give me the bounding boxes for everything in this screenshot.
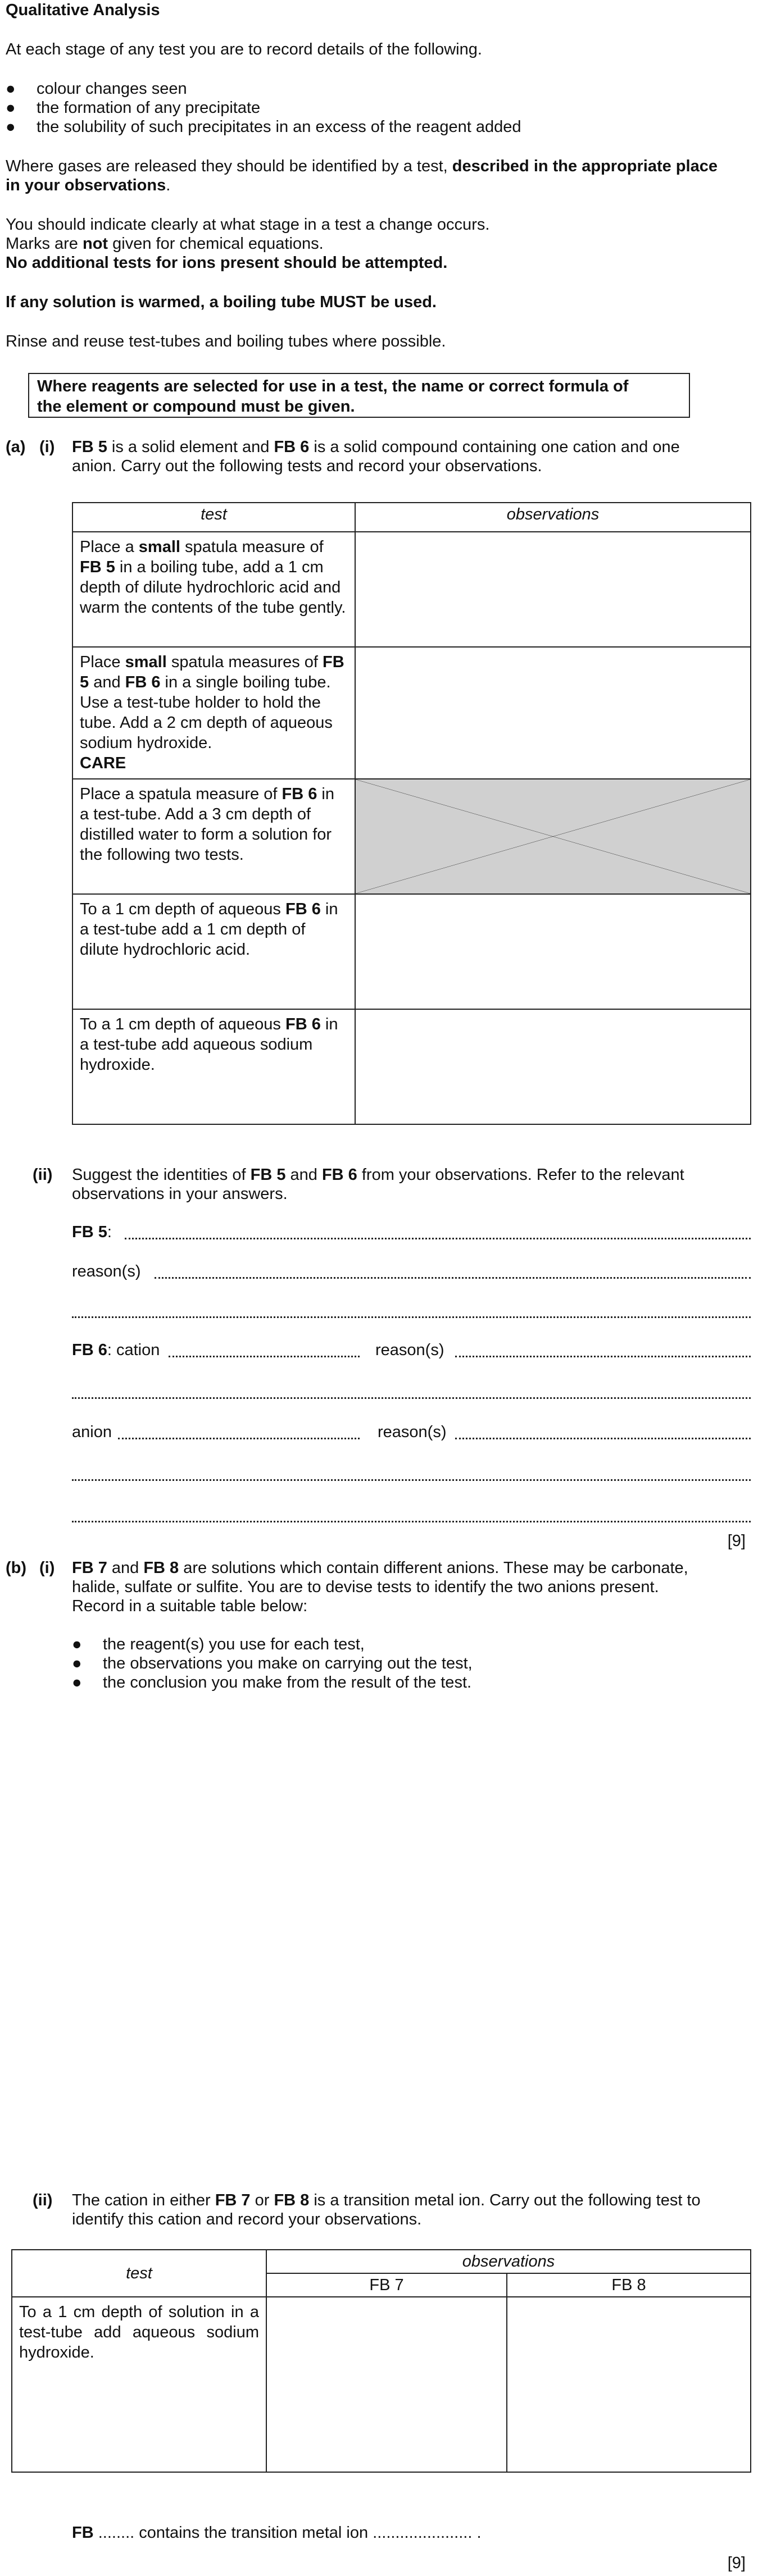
col-observations-header: observations [355,503,751,532]
intro-text: At each stage of any test you are to record details of the following. [6,40,482,58]
bullet-item: ● the formation of any precipitate [6,99,261,117]
fb6-cation-reasons-line-2[interactable] [72,1397,751,1399]
part-a-ii-question-cont: observations in your answers. [72,1185,288,1203]
part-b-ii-question: The cation in either FB 7 or FB 8 is a transition metal ion. Carry out the following test to [72,2191,701,2209]
fb5-answer-line[interactable] [125,1238,751,1239]
observations-table-b [11,2249,751,2473]
bullet-item: ● the solubility of such precipitates in an excess of the reagent added [6,118,521,136]
cross-lines [356,779,750,893]
fb5-reasons-label: reason(s) [72,1262,141,1280]
stage-instruction: You should indicate clearly at what stage in a test a change occurs. [6,216,490,234]
observations-table-a [72,502,751,1125]
col-observations-header: observations [266,2250,751,2273]
warm-instruction: If any solution is warmed, a boiling tube MUST be used. [6,293,437,311]
part-b-ii-question-cont: identify this cation and record your observations. [72,2210,422,2228]
test-cell: Place small spatula measures of FB 5 and FB 6 in a single boiling tube. Use a test-tube holder to hold the tube. Add a 2 cm depth of aqueous sodium hydroxide. CARE [72,647,355,779]
part-b-record-instruction: Record in a suitable table below: [72,1597,308,1615]
fb5-label: FB 5: [72,1223,112,1241]
fb5-reasons-line[interactable] [155,1277,751,1279]
page-heading: Qualitative Analysis [6,1,160,19]
fb6-cation-reasons-line[interactable] [455,1356,751,1357]
bullet-icon: ● [6,118,16,136]
part-b-intro-cont: halide, sulfate or sulfite. You are to devise tests to identify the two anions present. [72,1578,659,1596]
bullet-item: ● the conclusion you make from the result of the test. [72,1674,472,1692]
bullet-icon: ● [72,1635,82,1653]
test-cell: To a 1 cm depth of aqueous FB 6 in a test-tube add a 1 cm depth of dilute hydrochloric acid. [72,894,355,1009]
test-cell: To a 1 cm depth of aqueous FB 6 in a test-tube add aqueous sodium hydroxide. [72,1009,355,1124]
part-a-ii-label: (ii) [33,1166,53,1184]
bullet-icon: ● [6,99,16,117]
col-fb7-header: FB 7 [266,2273,507,2297]
marks-instruction: Marks are not given for chemical equations. [6,235,324,253]
reagent-note-box: Where reagents are selected for use in a test, the name or correct formula of the element or compound must be given. [28,373,690,418]
bullet-icon: ● [72,1654,82,1672]
part-b-label: (b) [6,1559,27,1577]
bullet-item: ● the reagent(s) you use for each test, [72,1635,365,1653]
bullet-item: ● the observations you make on carrying out the test, [72,1654,473,1672]
table-row [72,532,751,647]
col-test-header: test [12,2250,266,2297]
part-a-ii-question: Suggest the identities of FB 5 and FB 6 from your observations. Refer to the relevant [72,1166,684,1184]
observation-answer-cell[interactable] [355,532,751,647]
fb6-cation-answer-line[interactable] [169,1356,360,1357]
observation-answer-cell[interactable] [355,894,751,1009]
marks-b: [9] [727,2554,746,2572]
part-a-intro-cont: anion. Carry out the following tests and record your observations. [72,457,542,475]
test-cell: Place a small spatula measure of FB 5 in a boiling tube, add a 1 cm depth of dilute hydrochloric acid and warm the contents of the tube gently. [72,532,355,647]
table-row [12,2297,751,2472]
fb8-observation-cell[interactable] [507,2297,751,2472]
part-b-intro: FB 7 and FB 8 are solutions which contain different anions. These may be carbonate, [72,1559,688,1577]
part-b-i-label: (i) [39,1559,55,1577]
col-test-header: test [72,503,355,532]
test-cell: To a 1 cm depth of solution in a test-tube add aqueous sodium hydroxide. [12,2297,266,2472]
part-b-ii-label: (ii) [33,2191,53,2209]
student-answer-area[interactable] [72,1702,751,2179]
rinse-instruction: Rinse and reuse test-tubes and boiling tubes where possible. [6,332,446,350]
fb6-anion-reasons-label: reason(s) [378,1423,447,1441]
part-a-intro: FB 5 is a solid element and FB 6 is a solid compound containing one cation and one [72,438,680,456]
care-warning: CARE [80,754,126,772]
fb5-reasons-line-2[interactable] [72,1316,751,1318]
observation-answer-cell[interactable] [355,647,751,779]
observation-answer-cell[interactable] [355,1009,751,1124]
fb6-anion-reasons-line[interactable] [455,1438,751,1439]
bullet-icon: ● [6,80,16,98]
col-fb8-header: FB 8 [507,2273,751,2297]
gases-instruction: Where gases are released they should be identified by a test, described in the appropriate place [6,157,718,175]
fb7-observation-cell[interactable] [266,2297,507,2472]
part-a-label: (a) [6,438,26,456]
marks-a: [9] [727,1532,746,1550]
table-row [72,647,751,779]
gases-instruction-cont: in your observations. [6,176,171,194]
no-additional-tests: No additional tests for ions present should be attempted. [6,254,448,272]
bullet-item: ● colour changes seen [6,80,187,98]
fb6-anion-label: anion [72,1423,112,1441]
table-row [72,1009,751,1124]
part-a-i-label: (i) [39,438,55,456]
table-row [72,894,751,1009]
table-row [72,779,751,894]
fb6-anion-reasons-line-3[interactable] [72,1521,751,1522]
fb6-cation-label: FB 6: cation [72,1341,160,1359]
crossed-out-cell [355,779,751,894]
fb6-cation-reasons-label: reason(s) [375,1341,444,1359]
transition-metal-conclusion[interactable]: FB ........ contains the transition metal ion ...................... . [72,2524,482,2542]
fb6-anion-reasons-line-2[interactable] [72,1479,751,1481]
fb6-anion-answer-line[interactable] [118,1438,360,1439]
test-cell: Place a spatula measure of FB 6 in a test-tube. Add a 3 cm depth of distilled water to form a solution for the following two tests. [72,779,355,894]
bullet-icon: ● [72,1674,82,1692]
